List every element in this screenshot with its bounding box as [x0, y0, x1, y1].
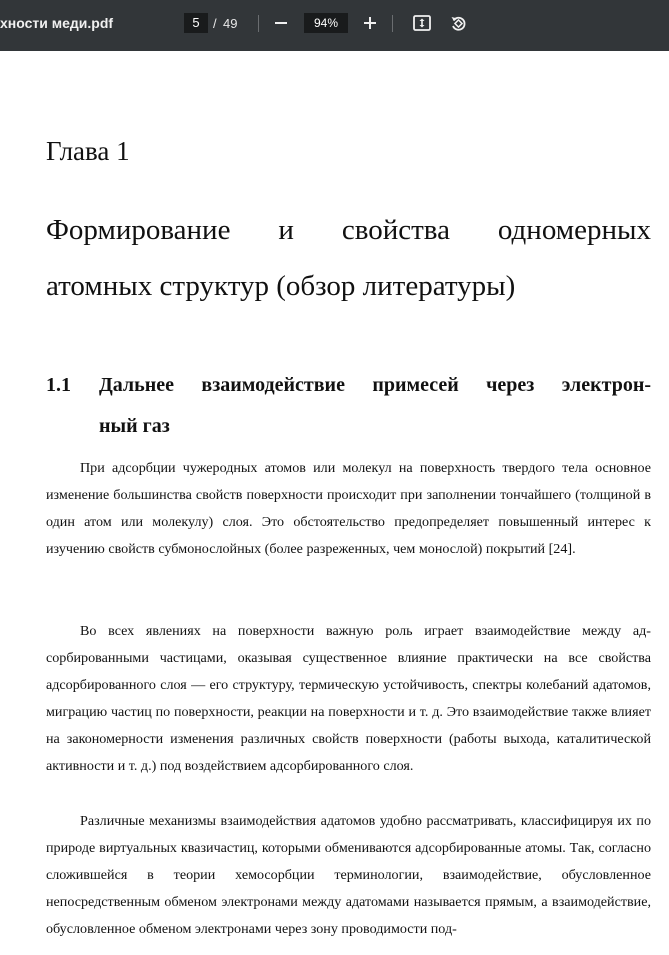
- section-title-line-2: ный газ: [99, 415, 170, 437]
- total-pages: 49: [223, 16, 238, 31]
- page-separator: /: [213, 16, 217, 31]
- toolbar-divider: [258, 15, 259, 32]
- toolbar-divider: [392, 15, 393, 32]
- paragraph: Во всех явлениях на поверхности важную роль играет взаимодействие между адсорбированными частицами, оказывая существенное влияние практически на все свойства адсорбированного слоя — его структуру, термическую устойчивость, спектры колебаний адатомов, миграцию частиц по поверхности, реакции на поверхности и т. д. Это взаимодействие также влияет на закономерности изменения различных свойств поверхности (работы выхода, каталитической активности и т. д.) под воздействием адсорбированного слоя.: [46, 623, 651, 774]
- zoom-out-icon: [274, 16, 288, 30]
- section-title-line-1: Дальнее взаимодействие примесей через электрон-: [99, 374, 651, 396]
- pdf-page: [0, 51, 669, 955]
- zoom-level-input[interactable]: 94%: [304, 13, 348, 33]
- zoom-in-button[interactable]: [356, 9, 384, 37]
- zoom-in-icon: [363, 16, 377, 30]
- chapter-heading: Глава 1: [46, 136, 130, 166]
- section-number: 1.1: [46, 374, 71, 396]
- chapter-title-line-2: атомных структур (обзор литературы): [46, 270, 516, 302]
- chapter-title-line-1: Формирование и свойства одномерных: [46, 214, 651, 246]
- zoom-out-button[interactable]: [267, 9, 295, 37]
- fit-to-page-button[interactable]: [408, 9, 436, 37]
- document-filename: хности меди.pdf: [0, 15, 114, 31]
- pdf-toolbar: [0, 0, 669, 51]
- current-page-input[interactable]: 5: [184, 13, 208, 33]
- paragraph: При адсорбции чужеродных атомов или молекул на поверхность твердого тела основное изменение большинства свойств поверхности происходит при заполнении тончайшего (толщиной в один атом или молекулу) слоя. Это обстоятельство предопределяет повышенный интерес к изучению свойств субмонослойных (более разреженных, чем монослой) покрытий [24].: [46, 460, 651, 557]
- rotate-button[interactable]: [444, 9, 472, 37]
- fit-to-page-icon: [413, 15, 431, 31]
- paragraph: Различные механизмы взаимодействия адатомов удобно рассматривать, классифицируя их по природе виртуальных квазичастиц, которыми обмениваются адсорбированные атомы. Так, согласно сложившейся в теории хемосорбции терминологии, взаимодействие, обусловленное непосредственным обменом электронами между адатомами называется прямым, а взаимодействие, обусловленное обменом электронами через зону проводимости под-: [46, 813, 651, 937]
- rotate-icon: [449, 14, 467, 32]
